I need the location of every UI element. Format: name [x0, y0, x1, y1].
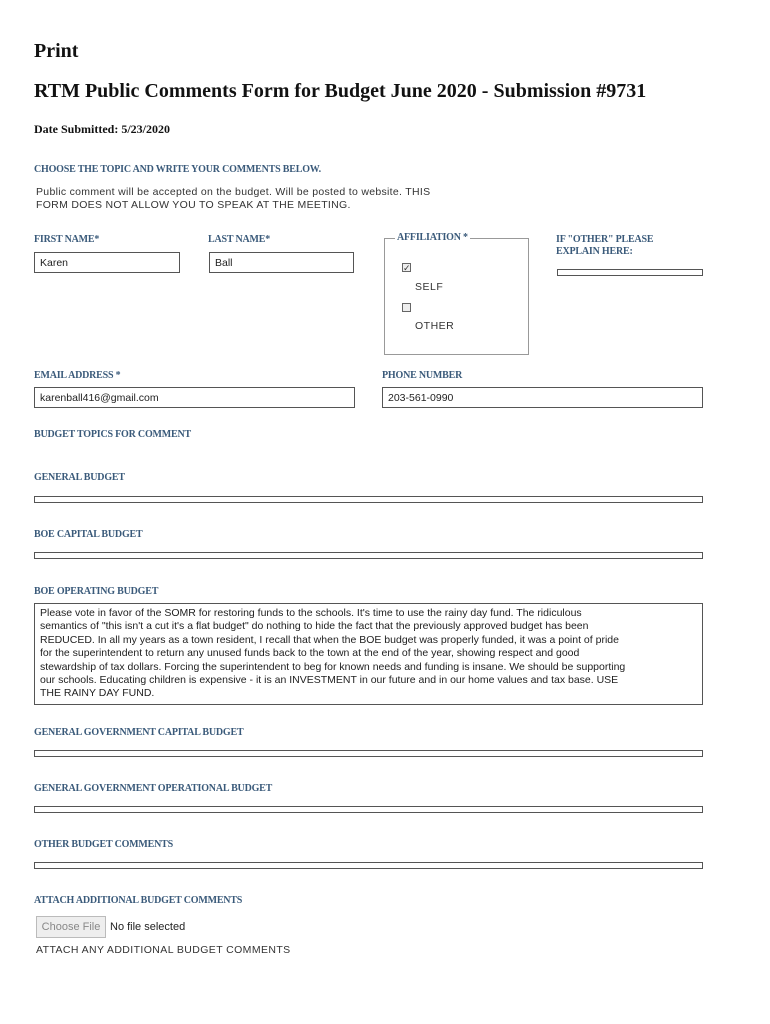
gg-operational-label: GENERAL GOVERNMENT OPERATIONAL BUDGET	[34, 783, 273, 794]
boe-capital-label: BOE CAPITAL BUDGET	[34, 529, 143, 540]
other-checkbox[interactable]	[402, 303, 411, 312]
self-option-label: SELF	[415, 281, 444, 293]
gg-operational-field[interactable]	[34, 806, 703, 813]
page-title: RTM Public Comments Form for Budget June 2020 - Submission #9731	[34, 80, 647, 102]
affiliation-group	[384, 238, 529, 355]
intro-line: FORM DOES NOT ALLOW YOU TO SPEAK AT THE MEETING.	[36, 199, 351, 211]
boe-capital-field[interactable]	[34, 552, 703, 559]
intro-line: Public comment will be accepted on the budget. Will be posted to website. THIS	[36, 186, 431, 198]
gg-capital-label: GENERAL GOVERNMENT CAPITAL BUDGET	[34, 727, 244, 738]
first-name-label: FIRST NAME*	[34, 234, 100, 245]
choose-file-button[interactable]: Choose File	[36, 916, 106, 938]
email-label: EMAIL ADDRESS *	[34, 370, 121, 381]
date-submitted: Date Submitted: 5/23/2020	[34, 122, 170, 136]
last-name-field[interactable]: Ball	[209, 252, 354, 273]
other-explain-field[interactable]	[557, 269, 703, 276]
attach-note: ATTACH ANY ADDITIONAL BUDGET COMMENTS	[36, 944, 291, 956]
other-comments-field[interactable]	[34, 862, 703, 869]
other-comments-label: OTHER BUDGET COMMENTS	[34, 839, 173, 850]
comment-line: REDUCED. In all my years as a town resident, I recall that when the BOE budget was properly funded, it was a point of pride	[40, 633, 619, 646]
comment-line: stewardship of tax dollars. Forcing the superintendent to beg for known needs and funding is insane. We should be supporting	[40, 660, 626, 673]
print-heading: Print	[34, 40, 79, 62]
other-explain-label	[556, 234, 653, 258]
other-explain-label-line: EXPLAIN HERE:	[556, 246, 633, 257]
section-heading: CHOOSE THE TOPIC AND WRITE YOUR COMMENTS BELOW.	[34, 164, 321, 175]
comment-line: semantics of "this isn't a cut it's a flat budget" do nothing to hide the fact that the previously approved budget has been	[40, 620, 589, 633]
other-explain-label-line: IF "OTHER" PLEASE	[556, 234, 654, 245]
comment-line: our schools. Educating children is expensive - it is an INVESTMENT in our future and in our home values and tax base. USE	[40, 674, 619, 687]
attach-heading: ATTACH ADDITIONAL BUDGET COMMENTS	[34, 895, 243, 906]
intro-text	[36, 186, 496, 212]
budget-topics-heading: BUDGET TOPICS FOR COMMENT	[34, 429, 191, 440]
boe-operating-label: BOE OPERATING BUDGET	[34, 586, 159, 597]
phone-label: PHONE NUMBER	[382, 370, 463, 381]
email-field[interactable]: karenball416@gmail.com	[34, 387, 355, 408]
affiliation-label: AFFILIATION *	[397, 232, 468, 243]
general-budget-label: GENERAL BUDGET	[34, 472, 125, 483]
file-status: No file selected	[110, 921, 186, 933]
phone-field[interactable]: 203-561-0990	[382, 387, 703, 408]
boe-operating-comment[interactable]	[34, 603, 703, 705]
comment-line: THE RAINY DAY FUND.	[40, 687, 155, 700]
comment-line: Please vote in favor of the SOMR for restoring funds to the schools. It's time to use the rainy day fund. The ridiculous	[40, 607, 582, 619]
self-checkbox[interactable]: ✓	[403, 263, 411, 273]
comment-line: for the superintendent to return any unused funds back to the town at the end of the year, showing respect and good	[40, 647, 580, 660]
other-option-label: OTHER	[415, 320, 455, 332]
first-name-field[interactable]: Karen	[34, 252, 180, 273]
general-budget-field[interactable]	[34, 496, 703, 503]
last-name-label: LAST NAME*	[208, 234, 270, 245]
gg-capital-field[interactable]	[34, 750, 703, 757]
